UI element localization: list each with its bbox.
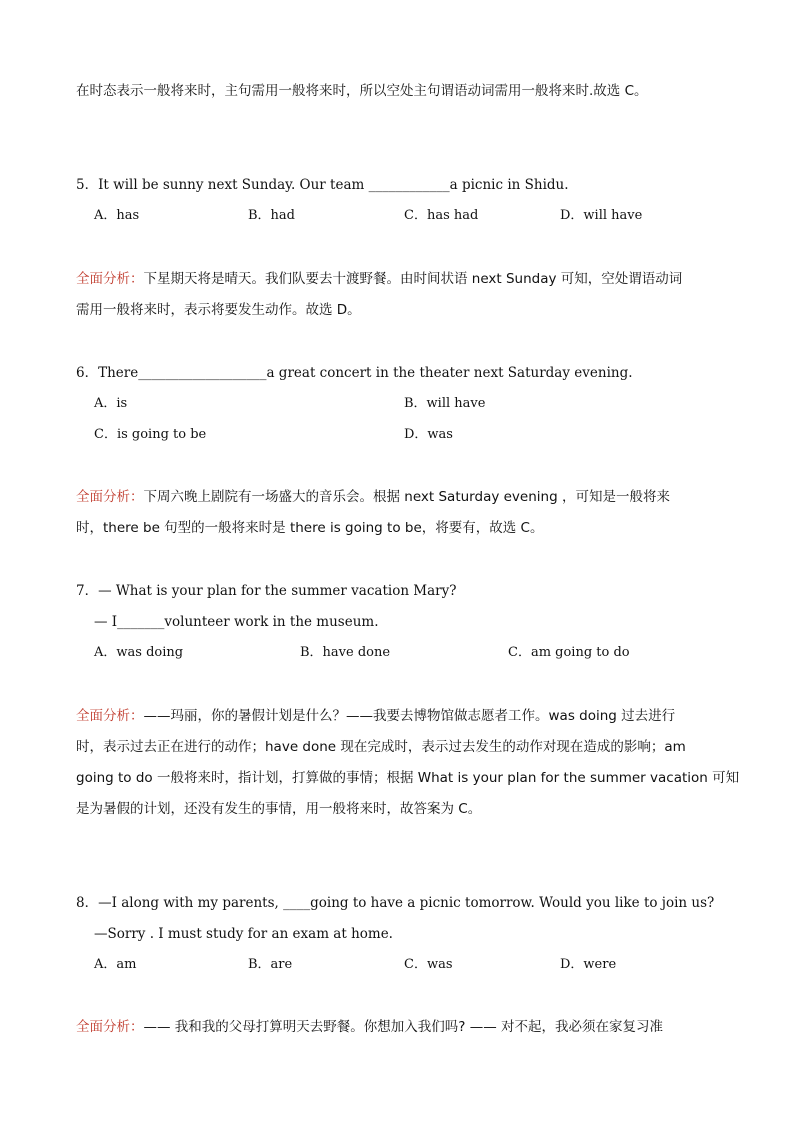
analysis-label: 全面分析： xyxy=(76,489,144,505)
q6-option-d: D．was xyxy=(404,427,453,442)
q8-option-b: B．are xyxy=(248,957,293,972)
q7-option-c: C．am going to do xyxy=(508,645,630,660)
analysis-label: 全面分析： xyxy=(76,271,144,287)
analysis-text: 下周六晚上剧院有一场盛大的音乐会。根据 next Saturday evening ，可知是一般将来 xyxy=(143,489,670,505)
q5-option-b: B．had xyxy=(248,208,295,223)
q6-option-b: B．will have xyxy=(404,396,486,411)
q5-option-a: A．has xyxy=(94,208,140,223)
analysis-text: ——玛丽，你的暑假计划是什么？——我要去博物馆做志愿者工作。was doing 过去进行 xyxy=(143,708,676,724)
q8-option-a: A．am xyxy=(94,957,137,972)
q6-option-a: A．is xyxy=(94,396,128,411)
q5-option-c: C．has had xyxy=(404,208,479,223)
q8-option-c: C．was xyxy=(404,957,453,972)
q8-option-d: D．were xyxy=(560,957,617,972)
analysis-text: 下星期天将是晴天。我们队要去十渡野餐。由时间状语 next Sunday 可知，空处谓语动词 xyxy=(143,271,683,287)
analysis-text: —— 我和我的父母打算明天去野餐。你想加入我们吗? —— 对不起，我必须在家复习准 xyxy=(143,1019,664,1035)
q7-analysis-line2: 时，表示过去正在进行的动作；have done 现在完成时，表示过去发生的动作对现在造成的影响；am xyxy=(76,739,686,755)
q8-line1: 8．—I along with my parents, ____going to have a picnic tomorrow. Would you like to join us? xyxy=(76,895,715,911)
q7-line1: 7．— What is your plan for the summer vacation Mary? xyxy=(76,583,457,599)
q7-analysis-line3: going to do 一般将来时，指计划，打算做的事情；根据 What is your plan for the summer vacation 可知 xyxy=(76,770,740,786)
q7-option-a: A．was doing xyxy=(94,645,184,660)
q5-analysis-line2: 需用一般将来时，表示将要发生动作。故选 D。 xyxy=(76,302,361,318)
q8-analysis-line1 xyxy=(76,1018,663,1036)
q7-line2: — I_______volunteer work in the museum. xyxy=(94,614,379,630)
q5-stem: 5．It will be sunny next Sunday. Our team ____________a picnic in Shidu. xyxy=(76,177,569,193)
q5-option-d: D．will have xyxy=(560,208,643,223)
intro-line: 在时态表示一般将来时，主句需用一般将来时，所以空处主句谓语动词需用一般将来时.故选 C。 xyxy=(76,83,648,99)
analysis-label: 全面分析： xyxy=(76,1019,144,1035)
q6-option-c: C．is going to be xyxy=(94,427,207,442)
q6-analysis-line1 xyxy=(76,488,670,506)
q8-line2: —Sorry . I must study for an exam at home. xyxy=(94,926,393,942)
q7-analysis-line1 xyxy=(76,707,675,725)
analysis-label: 全面分析： xyxy=(76,708,144,724)
q6-stem: 6．There___________________a great concert in the theater next Saturday evening. xyxy=(76,365,633,381)
q7-option-b: B．have done xyxy=(300,645,391,660)
q6-analysis-line2: 时，there be 句型的一般将来时是 there is going to be，将要有，故选 C。 xyxy=(76,520,544,536)
q7-analysis-line4: 是为暑假的计划，还没有发生的事情，用一般将来时，故答案为 C。 xyxy=(76,801,482,817)
q5-analysis-line1 xyxy=(76,270,682,288)
